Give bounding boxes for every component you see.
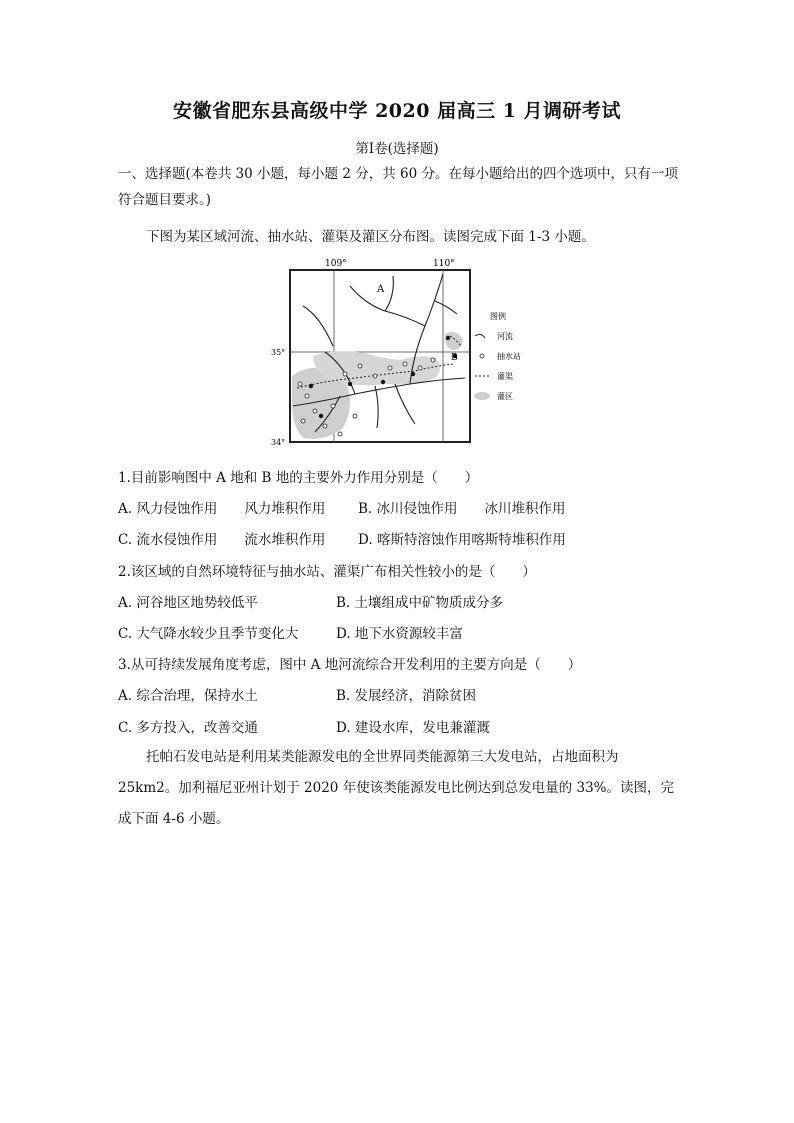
question-1-option-c: C. 流水侵蚀作用 流水堆积作用: [118, 532, 326, 548]
question-3-option-a: A. 综合治理，保持水土: [118, 688, 258, 704]
exam-title: 安徽省肥东县高级中学 2020 届高三 1 月调研考试: [172, 100, 622, 122]
lat-label-35: 35°: [271, 348, 286, 357]
lon-label-110: 110°: [433, 259, 455, 269]
question-3-option-c: C. 多方投入，改善交通: [118, 720, 258, 736]
volume-heading: 第Ⅰ卷(选择题): [355, 141, 439, 157]
question-3-stem: 3.从可持续发展角度考虑，图中 A 地河流综合开发利用的主要方向是（ ）: [118, 657, 582, 673]
question-2-stem: 2.该区域的自然环境特征与抽水站、灌渠广布相关性较小的是（ ）: [118, 564, 536, 580]
legend-canal: 灌渠: [497, 372, 513, 381]
section-instructions: 一、选择题(本卷共 30 小题，每小题 2 分，共 60 分。在每小题给出的四个选项中，只有一项符合题目要求。): [118, 166, 678, 208]
irrigation-zone-east: [445, 332, 463, 350]
legend-river: 河流: [497, 332, 513, 341]
legend-zone: 灌区: [497, 392, 513, 401]
question-3-option-d: D. 建设水库，发电兼灌溉: [336, 720, 490, 736]
intro-questions-1-3: 下图为某区域河流、抽水站、灌渠及灌区分布图。读图完成下面 1-3 小题。: [146, 229, 595, 245]
question-3-option-b: B. 发展经济，消除贫困: [336, 688, 477, 704]
legend-zone-swatch: [474, 392, 490, 400]
legend-station-swatch: [480, 354, 484, 358]
label-a: A: [377, 284, 385, 295]
question-2-option-d: D. 地下水资源较丰富: [336, 626, 463, 642]
question-2-option-c: C. 大气降水较少且季节变化大: [118, 626, 299, 642]
question-1-option-d: D. 喀斯特溶蚀作用喀斯特堆积作用: [358, 532, 566, 548]
question-1-option-a: A. 风力侵蚀作用 风力堆积作用: [118, 501, 326, 517]
legend-river-swatch: [475, 334, 485, 338]
intro-questions-4-6: 托帕石发电站是利用某类能源发电的全世界同类能源第三大发电站，占地面积为 25km2。加利福尼亚州计划于 2020 年使该类能源发电比例达到总发电量的 33%。读图，完成下面 4-6 小题。: [118, 749, 674, 827]
question-2-option-a: A. 河谷地区地势较低平: [118, 595, 258, 611]
legend-title: 图例: [490, 312, 506, 321]
question-1-option-b: B. 冰川侵蚀作用 冰川堆积作用: [358, 501, 566, 517]
legend-station: 抽水站: [497, 352, 521, 361]
lon-label-109: 109°: [325, 259, 347, 269]
map-legend: [474, 311, 521, 401]
question-2-option-b: B. 土壤组成中矿物质成分多: [336, 595, 504, 611]
lat-label-34: 34°: [271, 438, 286, 447]
question-1-stem: 1.目前影响图中 A 地和 B 地的主要外力作用分别是（ ）: [118, 470, 479, 486]
label-b: B: [451, 353, 458, 363]
region-map: [271, 256, 555, 448]
